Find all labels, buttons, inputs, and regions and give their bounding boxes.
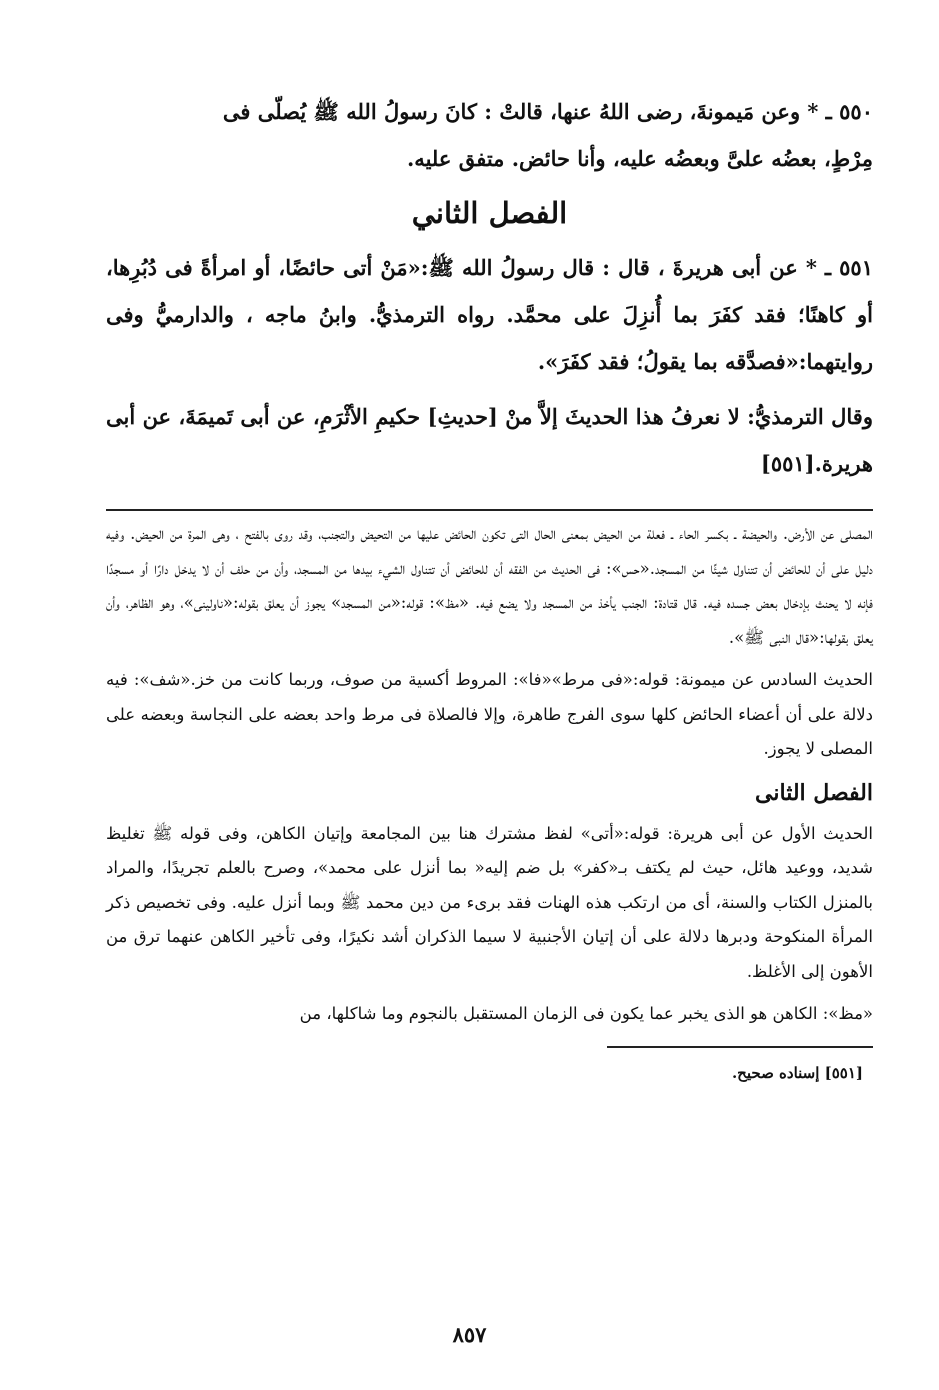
page-number: ٨٥٧ (452, 1322, 487, 1347)
commentary-heading: الفصل الثانى (755, 779, 873, 806)
footnote-divider (607, 1046, 873, 1048)
commentary-paragraph-3: الحديث الأول عن أبى هريرة: قوله:«أتى» لفظ مشترك هنا بين المجامعة وإتيان الكاهن، وفى قوله ﷺ تغليظ شديد، ووعيد هائل، حيث لم يكتف بـ«كفر» بل ضم إليه« بما أنزل على محمد»، وصرح بالعلم تجريدًا، والمراد بالمنزل الكتاب والسنة، أى من ارتكب هذه الهنات فقد برىء من دين محمد ﷺ وبما أنزل عليه. وفى تخصيص ذكر المرأة المنكوحة ودبرها دلالة على أن إتيان الأجنبية لا سيما الذكران أشد نكيرًا، وفى تأخير الكاهن عنهما ترق من الأهون إلى الأغلظ. (106, 823, 873, 981)
commentary-paragraph-2: الحديث السادس عن ميمونة: قوله:«فى مرط»«فا»: المروط أكسية من صوف، وربما كانت من خز.«شف»: فيه دلالة على أن أعضاء الحائض كلها سوى الفرج طاهرة، وإلا فالصلاة فى مرط واحد بعضه على النجاسة وبعضه على المصلى لا يجوز. (106, 670, 873, 758)
commentary-divider (106, 509, 873, 511)
main-text (106, 88, 873, 487)
commentary-paragraph-1: المصلى عن الأرض. والحيضة ـ بكسر الحاء ـ فعلة من الحيض بمعنى الحال التى تكون الحائض عليها من التحيض والتجنب، وقد روى بالفتح ، وهى المرة من الحيض. وفيه دليل على أن للحائض أن تتناول شيئًا من المسجد.«حس»: فى الحديث من الفقه أن للحائض أن تتناول الشيء بيدها من المسجد، وأن من حلف أن لا يدخل دارًا أو مسجدًا فإنه لا يحنث بإدخال بعض جسده فيه. قال قتادة: الجنب يأخذ من المسجد ولا يضع فيه. «مظ»: قوله:«من المسجد» يجوز أن يعلق بقوله:«ناولينى»، وهو الظاهر، وأن يعلق بقولها:«قال النبى ﷺ». (106, 524, 873, 647)
hadith-551: ٥٥١ ـ * عن أبى هريرةَ ، قال : قال رسولُ الله ﷺ:«مَنْ أتى حائضًا، أو امرأةً فى دُبُرِها، أو كاهنًا؛ فقد كفَرَ بما أُنزِلَ على محمَّد. رواه الترمذيُّ. وابنُ ماجه ، والدارميُّ وفى روايتهما:«فصدَّقه بما يقولُ؛ فقد كفَرَ». (106, 255, 873, 374)
hadith-550-line-1: ٥٥٠ ـ * وعن مَيمونةَ، رضى اللهُ عنها، قالتْ : كانَ رسولُ الله ﷺ يُصلّى فى (222, 99, 873, 124)
section-heading: الفصل الثاني (411, 196, 568, 230)
hadith-550-line-2: مِرْطٍ، بعضُه علىَّ وبعضُه عليه، وأنا حائض. متفق عليه. (407, 146, 873, 171)
hadith-550 (106, 88, 873, 182)
commentary (106, 517, 873, 1032)
footnote: [٥٥١] إسناده صحيح. (731, 1063, 863, 1082)
hadith-551-tirmidhi: وقال الترمذيُّ: لا نعرفُ هذا الحديثَ إلاَّ منْ [حديثِ] حكيمِ الأثْرَمِ، عن أبى تَميمَةَ، عن أبى هريرة.[٥٥١] (106, 404, 873, 476)
commentary-paragraph-4: «مظ»: الكاهن هو الذى يخبر عما يكون فى الزمان المستقبل بالنجوم وما شاكلها، من (299, 1004, 873, 1023)
